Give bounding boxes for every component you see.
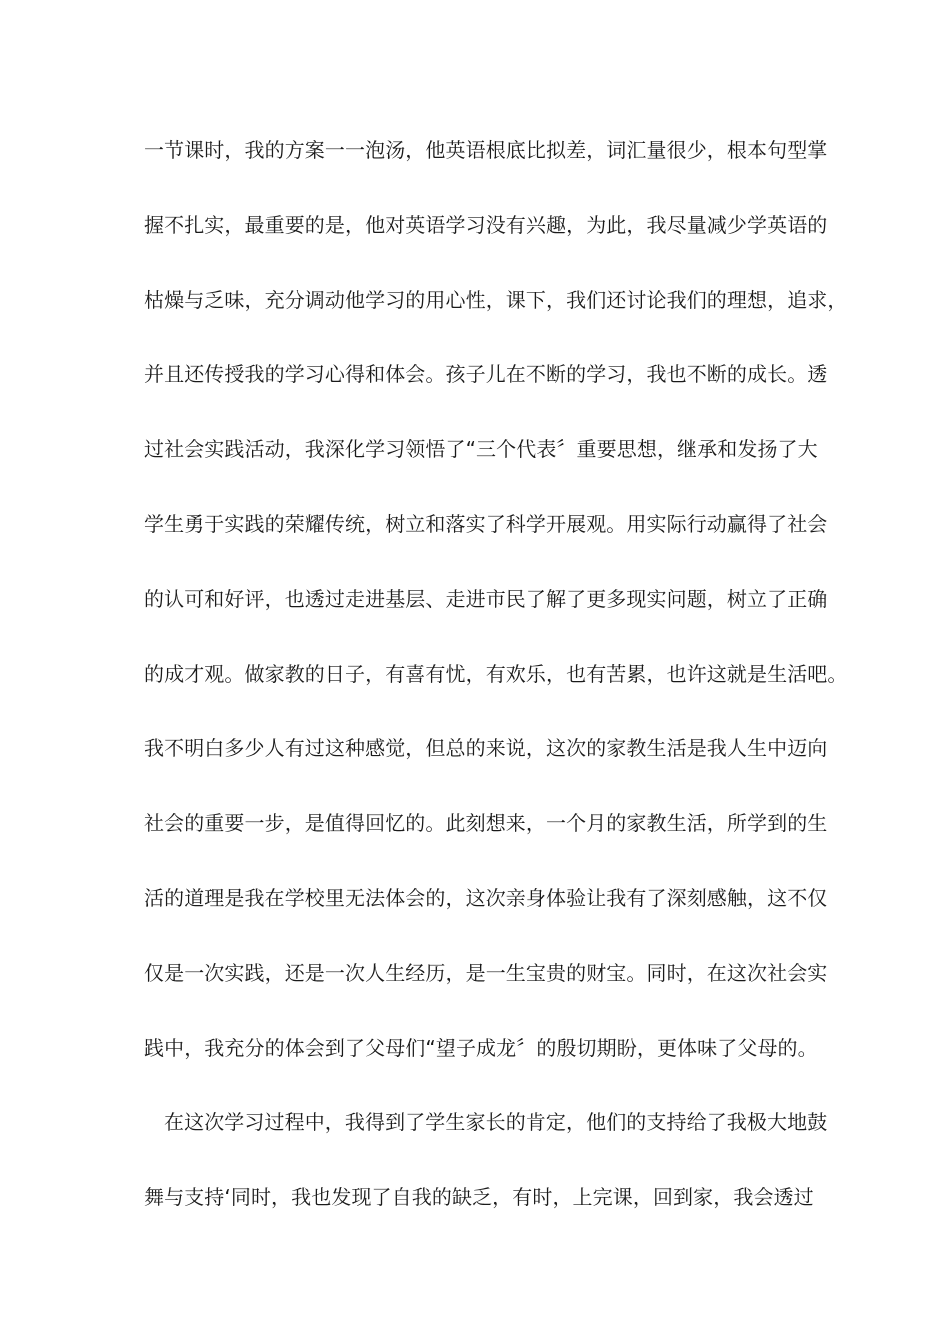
text-line-11: 活的道理是我在学校里无法体会的，这次亲身体验让我有了深刻感触，这不仅 [144, 885, 828, 910]
text-line-9: 我不明白多少人有过这种感觉，但总的来说，这次的家教生活是我人生中迈向 [144, 736, 828, 761]
body-text [144, 130, 848, 1252]
text-line-13: 践中，我充分的体会到了父母们“望子成龙〞的殷切期盼，更体味了父母的。 [144, 1035, 818, 1060]
text-line-2: 握不扎实，最重要的是，他对英语学习没有兴趣，为此，我尽量减少学英语的 [144, 212, 828, 237]
text-line-15: 舞与支持‘同时，我也发现了自我的缺乏，有时，上完课，回到家，我会透过 [144, 1185, 814, 1210]
text-line-5: 过社会实践活动，我深化学习领悟了“三个代表〞重要思想，继承和发扬了大 [144, 437, 818, 462]
text-line-4: 并且还传授我的学习心得和体会。孩子儿在不断的学习，我也不断的成长。透 [144, 362, 828, 387]
text-line-8: 的成才观。做家教的日子，有喜有忧，有欢乐，也有苦累，也许这就是生活吧。 [144, 661, 848, 686]
text-line-14: 在这次学习过程中，我得到了学生家长的肯定，他们的支持给了我极大地鼓 [164, 1110, 828, 1135]
text-line-1: 一节课时，我的方案一一泡汤，他英语根底比拟差，词汇量很少，根本句型掌 [144, 138, 828, 162]
text-line-3: 枯燥与乏味，充分调动他学习的用心性，课下，我们还讨论我们的理想，追求， [144, 287, 848, 312]
text-line-6: 学生勇于实践的荣耀传统，树立和落实了科学开展观。用实际行动赢得了社会 [144, 511, 828, 536]
text-line-12: 仅是一次实践，还是一次人生经历，是一生宝贵的财宝。同时，在这次社会实 [144, 960, 828, 985]
text-line-10: 社会的重要一步，是值得回忆的。此刻想来，一个月的家教生活，所学到的生 [144, 811, 828, 836]
text-line-7: 的认可和好评，也透过走进基层、走进市民了解了更多现实问题，树立了正确 [144, 586, 828, 611]
